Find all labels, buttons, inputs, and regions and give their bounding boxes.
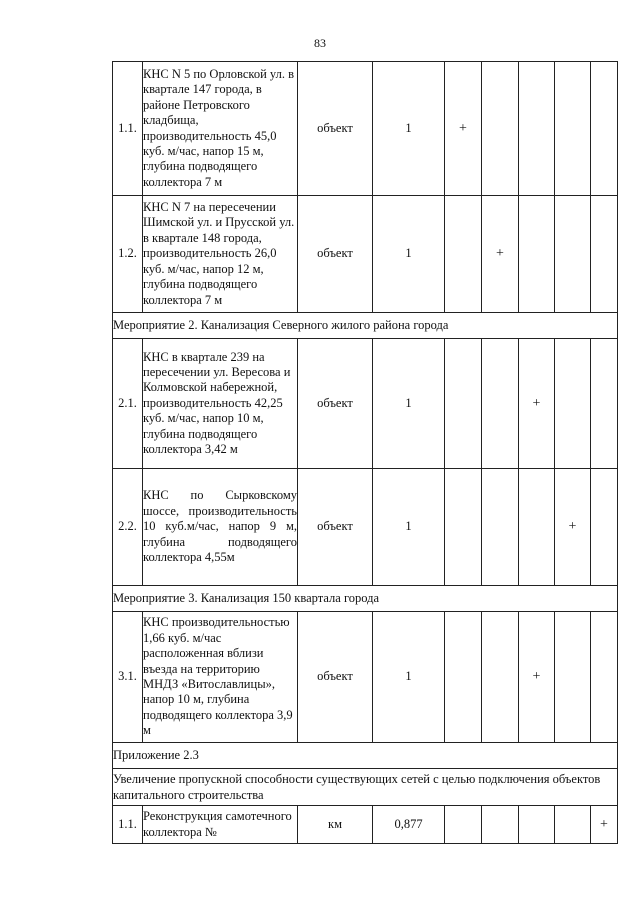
year-mark-2 [482, 612, 519, 743]
object-description: КНС N 7 на пересечении Шимской ул. и Прусской ул. в квартале 148 города, производительность 26,0 куб. м/час, напор 12 м, глубина подводящего коллектора 7 м [143, 196, 298, 313]
page-number: 83 [314, 36, 326, 50]
year-mark-1 [445, 806, 482, 844]
year-mark-2 [482, 469, 519, 586]
appendix-heading: Приложение 2.3 [113, 743, 618, 769]
object-description: КНС N 5 по Орловской ул. в квартале 147 города, в районе Петровского кладбища, производительность 45,0 куб. м/час, напор 15 м, глубина подводящего коллектора 7 м [143, 62, 298, 196]
section-row [113, 313, 618, 339]
row-number: 2.1. [113, 339, 143, 469]
year-mark-4 [555, 62, 591, 196]
section-row [113, 769, 618, 806]
quantity-cell: 1 [373, 196, 445, 313]
year-mark-2 [482, 806, 519, 844]
unit-cell: км [298, 806, 373, 844]
table-row [113, 469, 618, 586]
year-mark-5 [591, 612, 618, 743]
year-mark-1 [445, 612, 482, 743]
year-mark-2: + [482, 196, 519, 313]
quantity-cell: 0,877 [373, 806, 445, 844]
object-description: КНС в квартале 239 на пересечении ул. Вересова и Колмовской набережной, производительность 42,25 куб. м/час, напор 10 м, глубина подводящего коллектора 3,42 м [143, 339, 298, 469]
table-row [113, 339, 618, 469]
section-heading: Мероприятие 2. Канализация Северного жилого района города [113, 313, 618, 339]
year-mark-1 [445, 196, 482, 313]
unit-cell: объект [298, 469, 373, 586]
year-mark-1 [445, 469, 482, 586]
unit-cell: объект [298, 612, 373, 743]
quantity-cell: 1 [373, 469, 445, 586]
table-row [113, 196, 618, 313]
row-number: 1.1. [113, 806, 143, 844]
row-number: 2.2. [113, 469, 143, 586]
quantity-cell: 1 [373, 612, 445, 743]
table-row [113, 806, 618, 844]
year-mark-1: + [445, 62, 482, 196]
section-heading: Мероприятие 3. Канализация 150 квартала города [113, 586, 618, 612]
table-row [113, 612, 618, 743]
year-mark-4 [555, 339, 591, 469]
object-description: Реконструкция самотечного коллектора № [143, 806, 298, 844]
year-mark-5: + [591, 806, 618, 844]
section-row [113, 743, 618, 769]
unit-cell: объект [298, 196, 373, 313]
year-mark-4: + [555, 469, 591, 586]
year-mark-5 [591, 339, 618, 469]
measures-table [112, 61, 618, 844]
table-row [113, 62, 618, 196]
row-number: 3.1. [113, 612, 143, 743]
year-mark-3: + [519, 339, 555, 469]
year-mark-3 [519, 806, 555, 844]
unit-cell: объект [298, 62, 373, 196]
year-mark-4 [555, 612, 591, 743]
section-row [113, 586, 618, 612]
unit-cell: объект [298, 339, 373, 469]
year-mark-2 [482, 62, 519, 196]
row-number: 1.1. [113, 62, 143, 196]
object-description: КНС производительностью 1,66 куб. м/час расположенная вблизи въезда на территорию МНДЗ «Витославлицы», напор 10 м, глубина подводящего коллектора 3,9 м [143, 612, 298, 743]
year-mark-4 [555, 196, 591, 313]
row-number: 1.2. [113, 196, 143, 313]
year-mark-5 [591, 62, 618, 196]
year-mark-2 [482, 339, 519, 469]
year-mark-4 [555, 806, 591, 844]
year-mark-3 [519, 196, 555, 313]
year-mark-3: + [519, 612, 555, 743]
quantity-cell: 1 [373, 339, 445, 469]
year-mark-3 [519, 469, 555, 586]
quantity-cell: 1 [373, 62, 445, 196]
year-mark-1 [445, 339, 482, 469]
year-mark-5 [591, 196, 618, 313]
section-heading: Увеличение пропускной способности существующих сетей с целью подключения объектов капитального строительства [113, 769, 618, 806]
year-mark-3 [519, 62, 555, 196]
object-description: КНС по Сырковскому шоссе, производительность 10 куб.м/час, напор 9 м, глубина подводящего коллектора 4,55м [143, 469, 298, 586]
year-mark-5 [591, 469, 618, 586]
